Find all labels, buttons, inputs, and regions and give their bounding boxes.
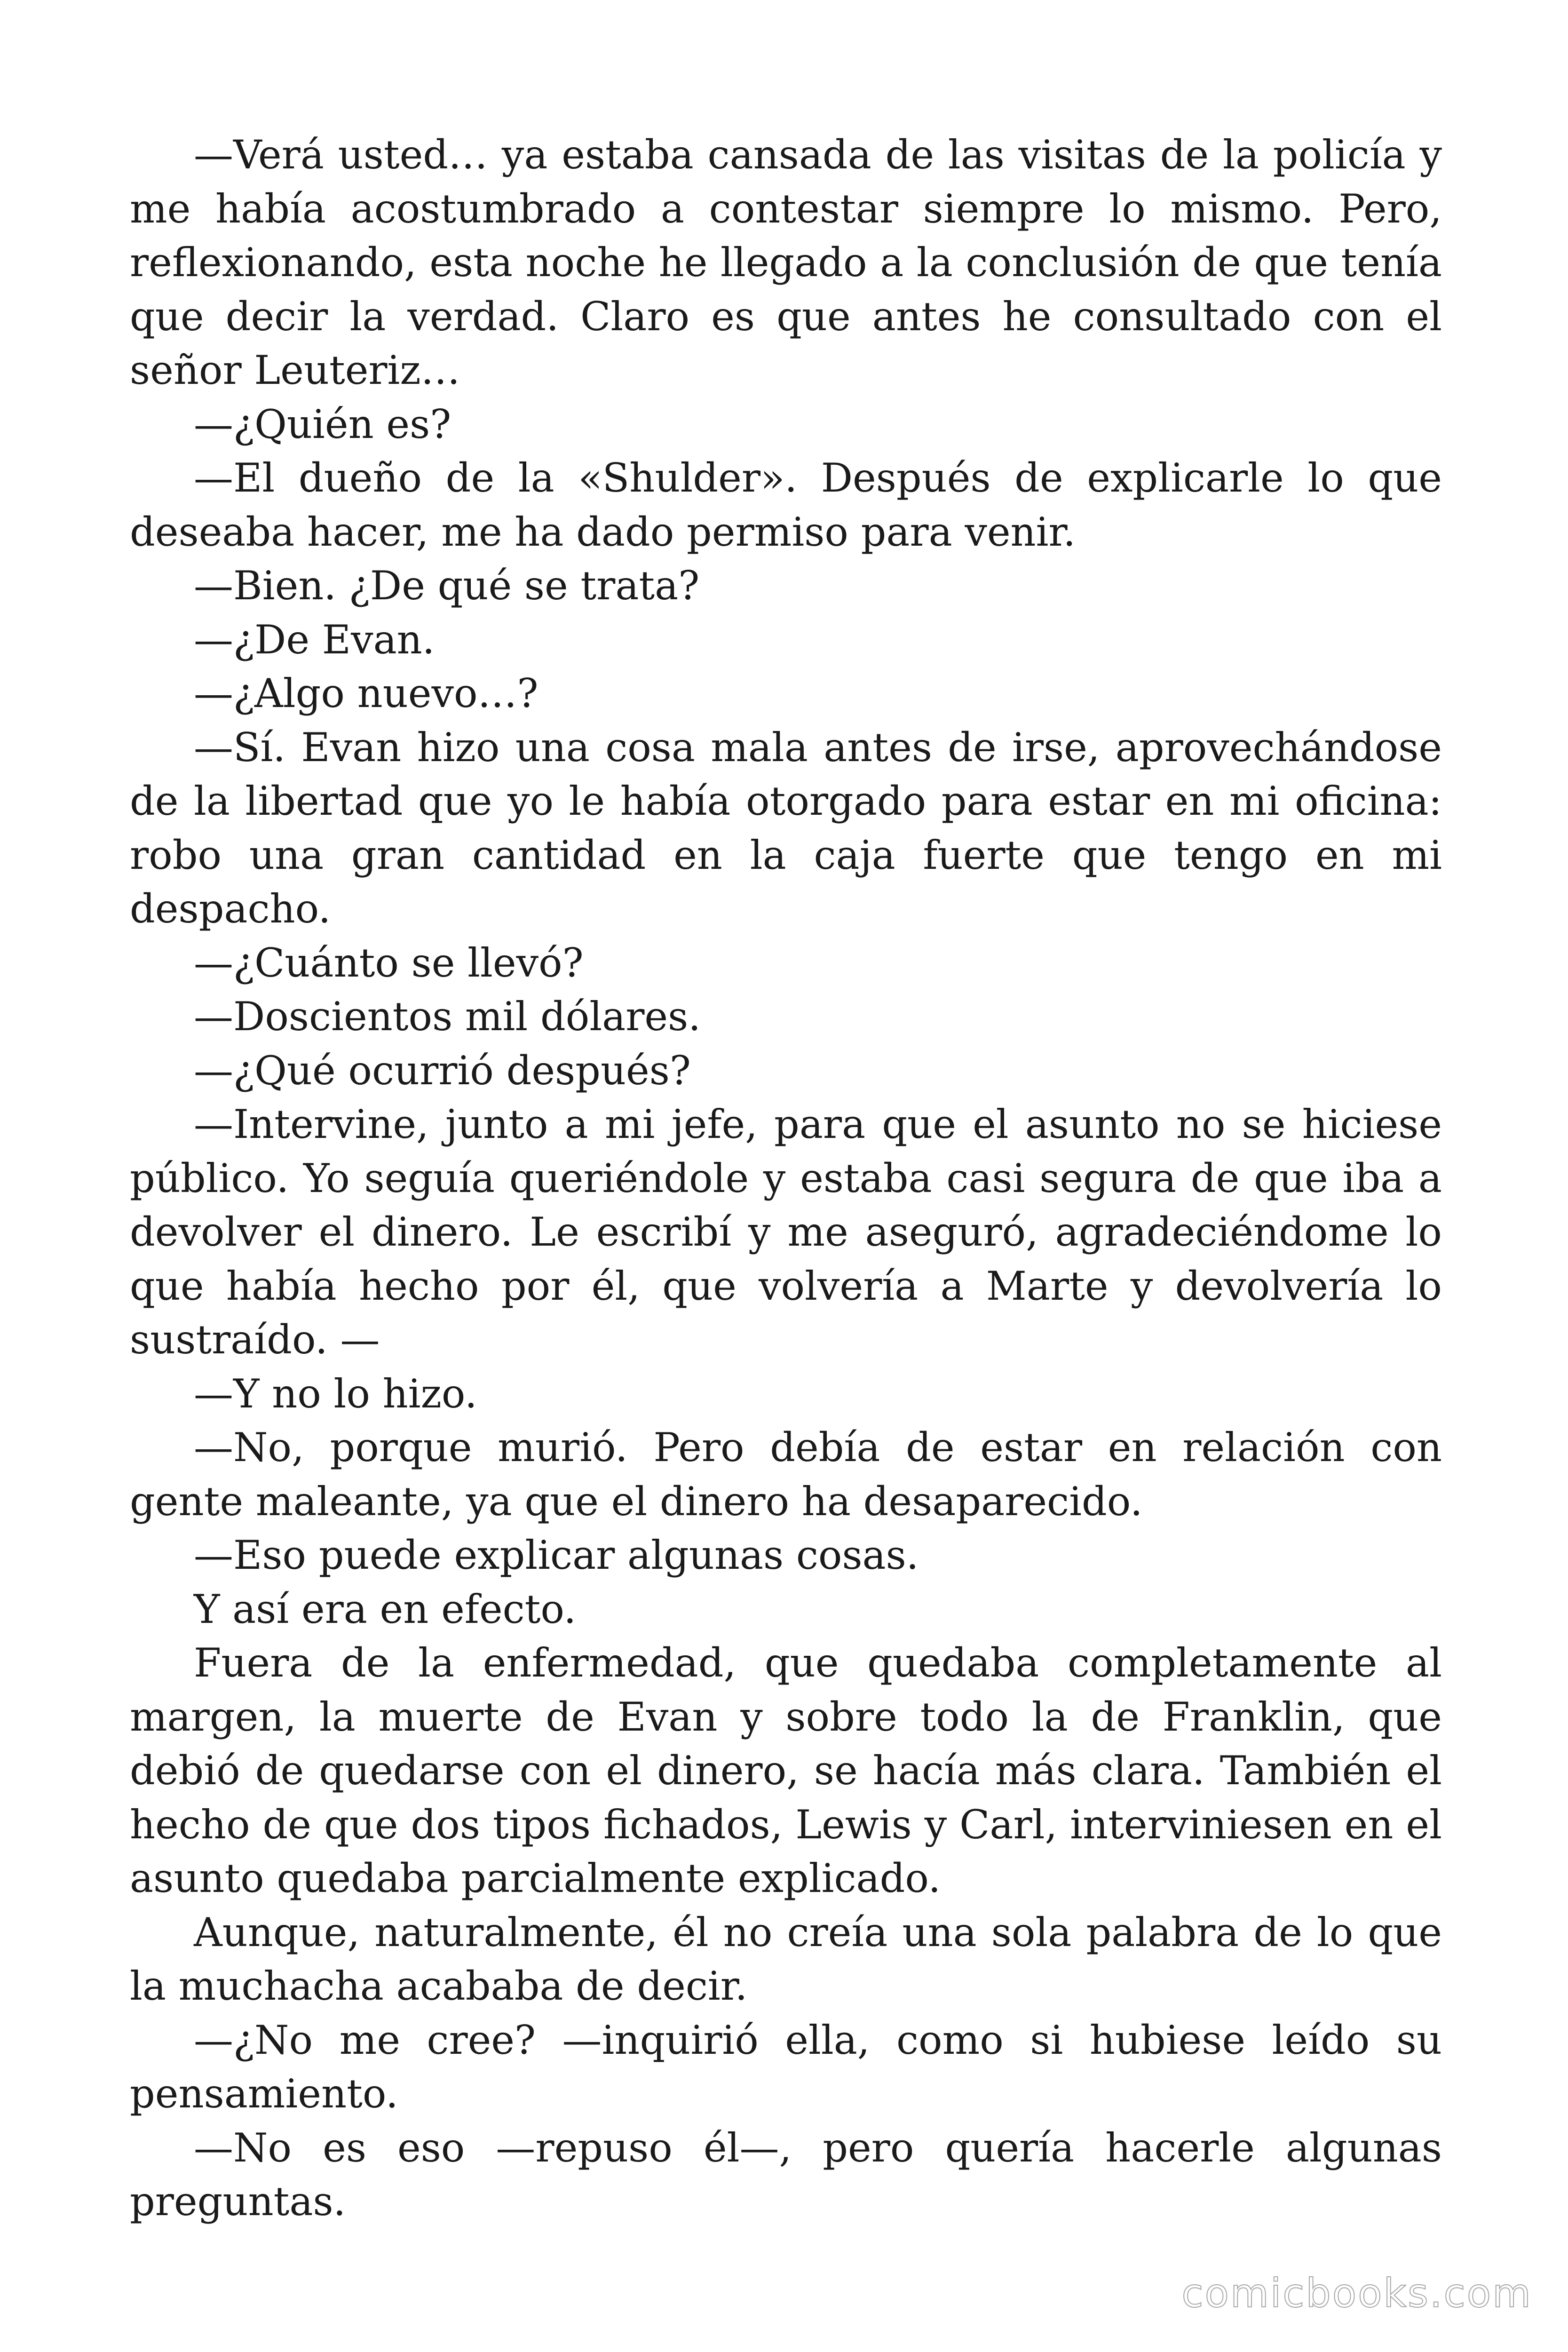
- paragraph: —Y no lo hizo.: [194, 1370, 477, 1417]
- paragraph: Y así era en efecto.: [194, 1586, 577, 1632]
- paragraph: —¿Quién es?: [194, 401, 451, 447]
- paragraph: —Eso puede explicar algunas cosas.: [194, 1532, 919, 1578]
- paragraph: —Intervine, junto a mi jefe, para que el asunto no se hiciese público. Yo seguía queriéndole y estaba casi segura de que iba a devolver el dinero. Le escribí y me aseguró, agradeciéndome lo que había hecho por él, que volvería a Marte y devolvería lo sustraído. —: [130, 1101, 1442, 1363]
- paragraph: —El dueño de la «Shulder». Después de explicarle lo que deseaba hacer, me ha dado permiso para venir.: [130, 455, 1442, 555]
- paragraph: —Sí. Evan hizo una cosa mala antes de irse, aprovechándose de la libertad que yo le había otorgado para estar en mi oficina: robo una gran cantidad en la caja fuerte que tengo en mi despacho.: [130, 724, 1442, 932]
- watermark: comicbooks.com: [1181, 2270, 1532, 2316]
- paragraph: Fuera de la enfermedad, que quedaba completamente al margen, la muerte de Evan y sobre todo la de Franklin, que debió de quedarse con el dinero, se hacía más clara. También el hecho de que dos tipos fichados, Lewis y Carl, interviniesen en el asunto quedaba parcialmente explicado.: [130, 1640, 1442, 1901]
- paragraph: —No es eso —repuso él—, pero quería hacerle algunas preguntas.: [130, 2124, 1442, 2225]
- paragraph: —Doscientos mil dólares.: [194, 993, 701, 1040]
- page-body: [130, 128, 1442, 2229]
- paragraph: —¿No me cree? —inquirió ella, como si hubiese leído su pensamiento.: [130, 2017, 1442, 2117]
- paragraph: —¿De Evan.: [194, 616, 435, 663]
- paragraph: —Verá usted… ya estaba cansada de las visitas de la policía y me había acostumbrado a contestar siempre lo mismo. Pero, reflexionando, esta noche he llegado a la conclusión de que tenía que decir la verdad. Claro es que antes he consultado con el señor Leuteriz…: [130, 132, 1442, 393]
- paragraph: —¿Qué ocurrió después?: [194, 1047, 691, 1094]
- paragraph: —¿Algo nuevo…?: [194, 670, 539, 716]
- paragraph: Aunque, naturalmente, él no creía una sola palabra de lo que la muchacha acababa de decir.: [130, 1909, 1442, 2009]
- paragraph: —¿Cuánto se llevó?: [194, 939, 584, 986]
- paragraph: —No, porque murió. Pero debía de estar en relación con gente maleante, ya que el dinero ha desaparecido.: [130, 1424, 1442, 1525]
- paragraph: —Bien. ¿De qué se trata?: [194, 563, 700, 609]
